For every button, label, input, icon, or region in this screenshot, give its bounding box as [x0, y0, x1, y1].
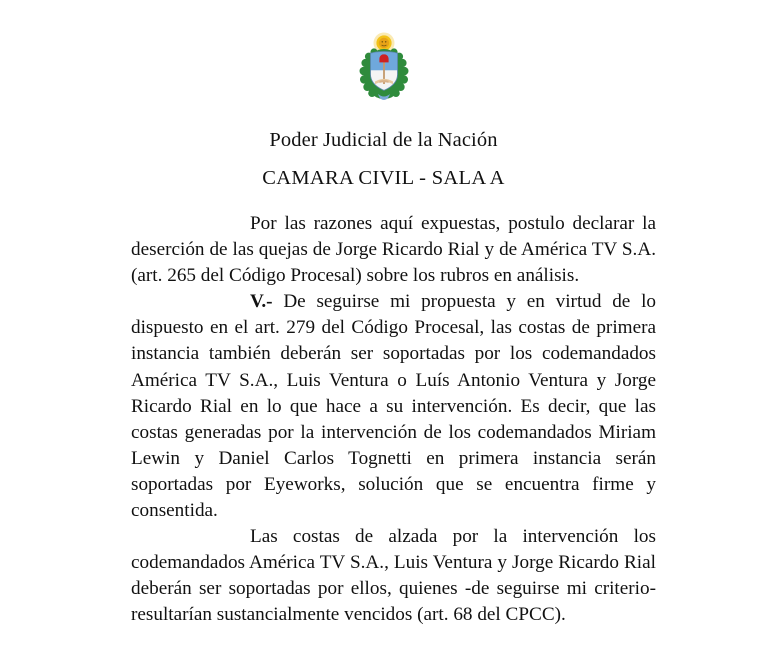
court-authority-title: Poder Judicial de la Nación: [269, 129, 498, 151]
chamber-title: CAMARA CIVIL - SALA A: [262, 167, 505, 189]
document-header: [0, 127, 767, 192]
paragraph-1-text: Por las razones aquí expuestas, postulo declarar la deserción de las quejas de Jorge Ricardo Rial y de América TV S.A. (art. 265 del Código Procesal) sobre los rubros en análisis.: [131, 213, 656, 287]
paragraph-1: [131, 211, 656, 289]
paragraph-3: [131, 524, 656, 628]
paragraph-2-text: De seguirse mi propuesta y en virtud de lo dispuesto en el art. 279 del Código Procesal, las costas de primera instancia también deberán ser soportadas por los codemandados América TV S.A., Luis Ventura o Luís Antonio Ventura y Jorge Ricardo Rial en lo que hace a su intervención. Es decir, que las costas generadas por la intervención de los codemandados Miriam Lewin y Daniel Carlos Tognetti en primera instancia serán soportadas por Eyeworks, solución que se encuentra firme y consentida.: [131, 291, 656, 522]
emblem-container: [0, 30, 767, 108]
paragraph-2-lead: V.-: [250, 291, 284, 313]
paragraph-2: [131, 289, 656, 524]
document-body: [131, 211, 656, 629]
paragraph-3-text: Las costas de alzada por la intervención los codemandados América TV S.A., Luis Ventura y Jorge Ricardo Rial deberán ser soportadas por ellos, quienes -de seguirse mi criterio- resultarían sustancialmente vencidos (art. 68 del CPCC).: [131, 526, 656, 626]
argentina-coat-of-arms-icon: [353, 30, 415, 108]
